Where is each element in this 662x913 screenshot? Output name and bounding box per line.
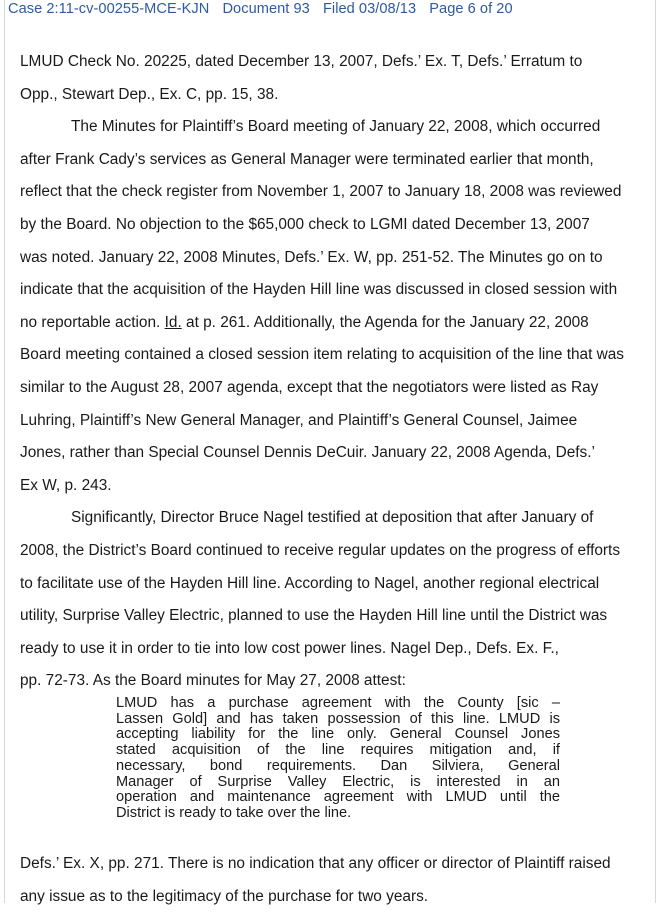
text-line: similar to the August 28, 2007 agenda, except that the negotiators were listed as Ray [20,378,599,396]
text-fragment: no reportable action. [20,313,161,331]
text-line: Jones, rather than Special Counsel Dennis DeCuir. January 22, 2008 Agenda, Defs.’ [20,444,595,462]
closing-text [20,848,656,913]
case-number: Case 2:11-cv-00255-MCE-KJN [8,1,210,17]
body-text [20,46,656,698]
text-line: utility, Surprise Valley Electric, planned to use the Hayden Hill line until the District was [20,607,608,625]
text-line: reflect that the check register from November 1, 2007 to January 18, 2008 was reviewed [20,183,622,201]
quote-line: Manager of Surprise Valley Electric, is interested in an [116,773,560,790]
text-line: The Minutes for Plaintiff’s Board meeting of January 22, 2008, which occurred [71,118,601,136]
quote-line: LMUD has a purchase agreement with the County [sic – [116,695,560,711]
document-number: Document 93 [222,1,310,17]
text-line: to facilitate use of the Hayden Hill line. According to Nagel, another regional electrical [20,574,600,592]
quote-line: District is ready to take over the line. [116,804,352,821]
text-line: Luhring, Plaintiff’s New General Manager, and Plaintiff’s General Counsel, Jaimee [20,411,578,429]
text-line: pp. 72-73. As the Board minutes for May 27, 2008 attest: [20,672,406,690]
text-fragment: at p. 261. Additionally, the Agenda for the January 22, 2008 [181,313,589,331]
text-line: Defs.’ Ex. X, pp. 271. There is no indication that any officer or director of Plaintiff raised [20,855,611,872]
quote-line: stated acquisition of the line requires mitigation and, if [116,742,560,759]
quote-line: accepting liability for the line only. General Counsel Jones [116,726,560,743]
text-line: after Frank Cady’s services as General Manager were terminated earlier that month, [20,150,594,168]
text-line [20,307,656,340]
text-line: 2008, the District’s Board continued to receive regular updates on the progress of efforts [20,541,621,559]
text-line: was noted. January 22, 2008 Minutes, Defs.’ Ex. W, pp. 251-52. The Minutes go on to [20,248,603,266]
text-line: any issue as to the legitimacy of the purchase for two years. [20,887,429,905]
text-line: by the Board. No objection to the $65,000 check to LGMI dated December 13, 2007 [20,215,590,233]
quote-line: necessary, bond requirements. Dan Silviera, General [116,757,560,774]
quote-line: Lassen Gold] and has taken possession of this line. LMUD is [116,710,560,727]
text-line: Board meeting contained a closed session item relating to acquisition of the line that was [20,346,625,364]
text-line: ready to use it in order to tie into low cost power lines. Nagel Dep., Defs. Ex. F., [20,639,559,657]
text-line: Opp., Stewart Dep., Ex. C, pp. 15, 38. [20,85,279,103]
text-line: Significantly, Director Bruce Nagel testified at deposition that after January of [71,509,594,527]
block-quote [116,696,560,822]
page-number: Page 6 of 20 [429,1,513,17]
filed-date: Filed 03/08/13 [322,1,417,17]
quote-line: operation and maintenance agreement with LMUD until the [116,789,560,806]
ecf-header [8,1,522,17]
citation-id: Id. [164,313,182,331]
text-line: LMUD Check No. 20225, dated December 13, 2007, Defs.’ Ex. T, Defs.’ Erratum to [20,53,583,70]
text-line: Ex W, p. 243. [20,476,112,494]
text-line: indicate that the acquisition of the Hayden Hill line was discussed in closed session with [20,281,618,299]
